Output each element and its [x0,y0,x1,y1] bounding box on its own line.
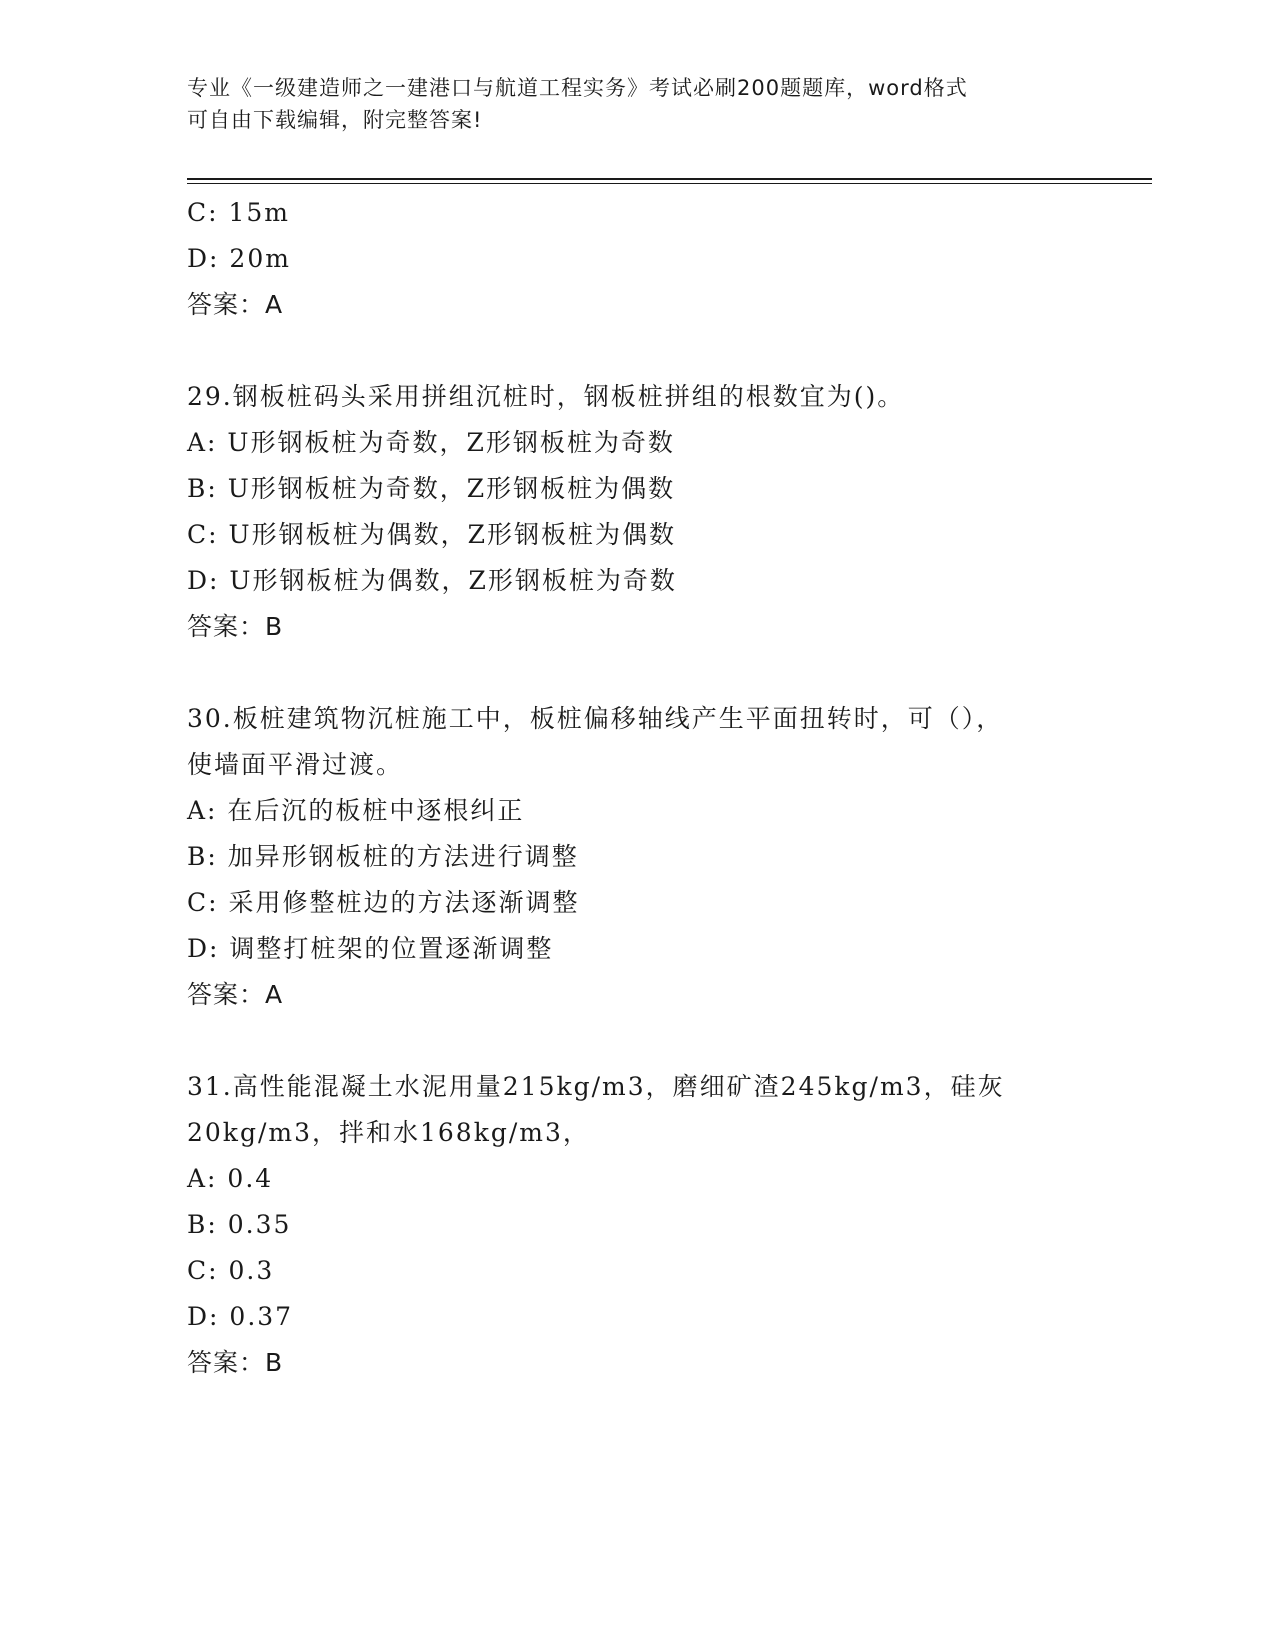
question-text-continued: 20kg/m3，拌和水168kg/m3， [187,1118,590,1147]
header-line-2: 可自由下载编辑，附完整答案! [187,108,483,132]
option-a: A: 0.4 [187,1164,274,1193]
question-text: 29.钢板桩码头采用拼组沉桩时，钢板桩拼组的根数宜为()。 [187,382,905,411]
header-rule-thick [187,178,1152,180]
option-a: A: U形钢板桩为奇数，Z形钢板桩为奇数 [187,428,675,457]
answer-line: 答案：B [187,612,284,641]
option-b: B: U形钢板桩为奇数，Z形钢板桩为偶数 [187,474,676,503]
question-text-continued: 使墙面平滑过渡。 [187,750,404,779]
document-body [187,190,1107,1386]
question-30 [187,696,1107,1018]
option-d: D: 调整打桩架的位置逐渐调整 [187,934,554,963]
question-text: 30.板桩建筑物沉桩施工中，板桩偏移轴线产生平面扭转时，可（）， [187,704,1004,733]
option-c: C: 采用修整桩边的方法逐渐调整 [187,888,580,917]
option-d: D: U形钢板桩为偶数，Z形钢板桩为奇数 [187,566,677,595]
option-b: B: 0.35 [187,1210,292,1239]
header-rule-thin [187,183,1152,184]
question-29 [187,374,1107,650]
answer-line: 答案：A [187,290,284,319]
spacer [187,650,1107,696]
document-header [187,72,1087,136]
option-d: D: 20m [187,244,291,273]
question-31 [187,1064,1107,1386]
spacer [187,1018,1107,1064]
spacer [187,328,1107,374]
option-c: C: U形钢板桩为偶数，Z形钢板桩为偶数 [187,520,676,549]
answer-line: 答案：A [187,980,284,1009]
option-d: D: 0.37 [187,1302,294,1331]
answer-line: 答案：B [187,1348,284,1377]
question-28-partial [187,190,1107,328]
question-text: 31.高性能混凝土水泥用量215kg/m3，磨细矿渣245kg/m3，硅灰 [187,1072,1005,1101]
option-a: A: 在后沉的板桩中逐根纠正 [187,796,525,825]
option-c: C: 0.3 [187,1256,275,1285]
header-line-1: 专业《一级建造师之一建港口与航道工程实务》考试必刷200题题库，word格式 [187,76,968,100]
option-b: B: 加异形钢板桩的方法进行调整 [187,842,579,871]
option-c: C: 15m [187,198,291,227]
